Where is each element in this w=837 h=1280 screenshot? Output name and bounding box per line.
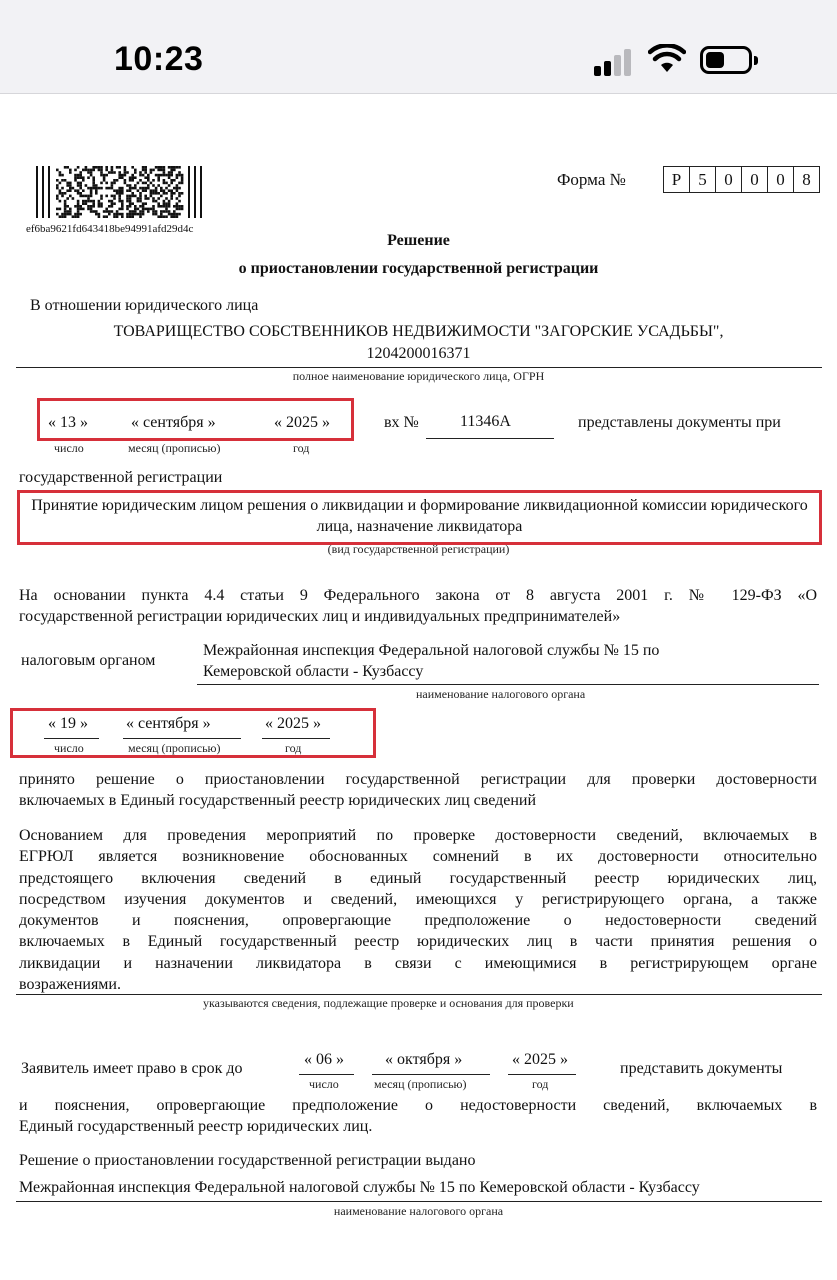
basis-line-2: государственной регистрации юридических лиц и индивидуальных предпринимателей» (19, 608, 621, 625)
day-caption: число (54, 441, 84, 455)
reason-line: включаемых в Единый государственный реестр юридических лиц в части принятия решения о (19, 933, 817, 951)
form-digit: 5 (689, 166, 716, 193)
underline (44, 738, 99, 739)
form-digit: 0 (767, 166, 794, 193)
form-digit: 8 (793, 166, 820, 193)
divider (16, 367, 822, 368)
divider (16, 994, 822, 995)
form-digit: 0 (741, 166, 768, 193)
issued-authority: Межрайонная инспекция Федеральной налоговой службы № 15 по Кемеровской области - Кузбассу (19, 1179, 700, 1196)
deadline-month: « октября » (385, 1051, 463, 1068)
deadline-label: Заявитель имеет право в срок до (21, 1060, 243, 1077)
deadline-tail: представить документы (620, 1060, 783, 1077)
entity-caption: полное наименование юридического лица, ОГРН (292, 369, 545, 383)
year-caption: год (532, 1077, 549, 1091)
deadline-line-2: и пояснения, опровергающие предположение о недостоверности сведений, включаемых в (19, 1097, 817, 1114)
tax-authority-name-2: Кемеровской области - Кузбассу (203, 663, 424, 680)
underline (299, 1074, 354, 1075)
decision-month: « сентября » (126, 715, 211, 732)
deadline-line-3: Единый государственный реестр юридических лиц. (19, 1118, 373, 1135)
decision-line-2: включаемых в Единый государственный реестр юридических лиц сведений (19, 792, 537, 809)
entity-name: ТОВАРИЩЕСТВО СОБСТВЕННИКОВ НЕДВИЖИМОСТИ "ЗАГОРСКИЕ УСАДЬБЫ", (113, 323, 724, 340)
reason-line: ЕГРЮЛ является возникновение обоснованных сомнений в их достоверности относительно (19, 848, 817, 866)
year-caption: год (285, 741, 302, 755)
deadline-year: « 2025 » (512, 1051, 568, 1068)
submission-tail: представлены документы при (578, 414, 781, 431)
registration-type-caption: (вид государственной регистрации) (327, 542, 510, 556)
form-number-boxes (664, 166, 820, 193)
month-caption: месяц (прописью) (374, 1077, 467, 1091)
battery-icon (700, 46, 752, 74)
reason-line: предстоящего включения сведений в единый государственный реестр юридических лиц, (19, 869, 817, 887)
issued-label: Решение о приостановлении государственной регистрации выдано (19, 1152, 476, 1169)
reason-line: возражениями. (19, 976, 121, 994)
underline (123, 738, 241, 739)
decision-day: « 19 » (48, 715, 88, 732)
incoming-number: 11346А (460, 413, 511, 430)
form-label: Форма № (557, 170, 626, 189)
underline (262, 738, 330, 739)
form-digit: 0 (715, 166, 742, 193)
day-caption: число (54, 741, 84, 755)
basis-line-1: На основании пункта 4.4 статьи 9 Федерального закона от 8 августа 2001 г. № 129-ФЗ «О (19, 587, 817, 604)
document-subtitle: о приостановлении государственной регистрации (238, 260, 599, 277)
underline (197, 684, 819, 685)
barcode-image (36, 166, 202, 218)
entity-ogrn: 1204200016371 (366, 345, 471, 362)
underline (372, 1074, 490, 1075)
reason-line: ликвидации и назначении ликвидатора в связи с имеющимися в регистрирующем органе (19, 954, 817, 972)
reason-paragraph (19, 825, 817, 995)
form-digit: Р (663, 166, 690, 193)
submission-next-line: государственной регистрации (19, 469, 223, 486)
wifi-icon (648, 44, 686, 74)
reason-line: посредством изучения документов и сведений, имеющихся у регистрирующего органа, а также (19, 890, 817, 908)
status-bar (0, 0, 837, 94)
reason-caption: указываются сведения, подлежащие проверке и основания для проверки (203, 996, 574, 1010)
issued-caption: наименование налогового органа (333, 1204, 504, 1218)
deadline-day: « 06 » (304, 1051, 344, 1068)
entity-intro: В отношении юридического лица (30, 297, 259, 314)
document-title: Решение (387, 232, 450, 249)
decision-year: « 2025 » (265, 715, 321, 732)
underline (426, 438, 554, 439)
submission-day: « 13 » (48, 414, 88, 431)
reason-line: Основанием для проведения мероприятий по проверке достоверности сведений, включаемых в (19, 827, 817, 844)
barcode-code: ef6ba9621fd643418be94991afd29d4c (26, 223, 194, 235)
month-caption: месяц (прописью) (128, 741, 221, 755)
day-caption: число (309, 1077, 339, 1091)
divider (16, 1201, 822, 1202)
clock: 10:23 (114, 40, 204, 78)
month-caption: месяц (прописью) (128, 441, 221, 455)
reason-line: документов и пояснения, опровергающие предположение о недостоверности сведений (19, 912, 817, 930)
registration-type: Принятие юридическим лицом решения о ликвидации и формирование ликвидационной комиссии юридического лица, назначение ликвидатора (31, 497, 808, 535)
decision-line-1: принято решение о приостановлении государственной регистрации для проверки достоверности (19, 771, 817, 788)
tax-authority-caption: наименование налогового органа (416, 687, 586, 701)
tax-authority-name-1: Межрайонная инспекция Федеральной налоговой службы № 15 по (203, 642, 660, 659)
year-caption: год (293, 441, 310, 455)
submission-year: « 2025 » (274, 414, 330, 431)
underline (508, 1074, 576, 1075)
incoming-label: вх № (384, 414, 419, 431)
tax-authority-label: налоговым органом (21, 652, 156, 669)
cellular-signal-icon (594, 48, 636, 76)
submission-month: « сентября » (131, 414, 216, 431)
